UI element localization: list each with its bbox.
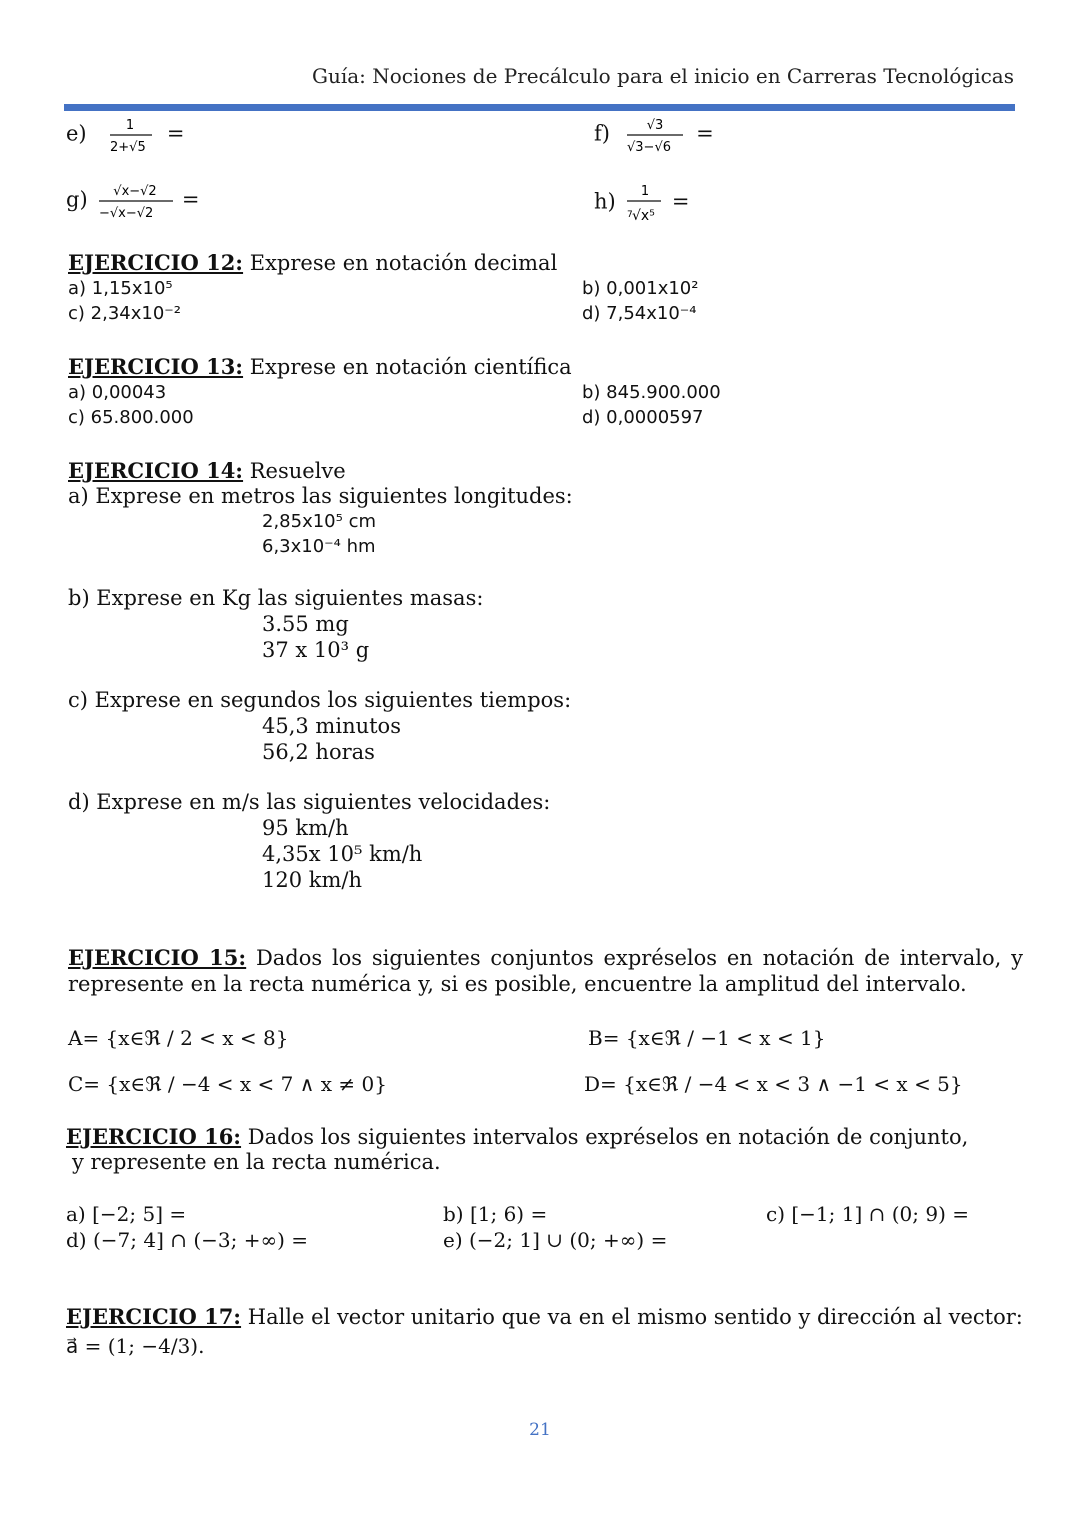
ejercicio-13-text: Exprese en notación científica	[249, 355, 572, 379]
ejercicio-14c-value-1: 45,3 minutos	[262, 714, 401, 738]
svg-text:−√x−√2: −√x−√2	[98, 206, 154, 221]
fraction-h-equals: =	[671, 189, 690, 214]
ejercicio-15-text: Dados los siguientes conjuntos expréselos en notación de intervalo, y represente en la recta numérica y, si es posible, encuentre la amplitud del intervalo.	[68, 946, 1023, 996]
ejercicio-12-item-a: a) 1,15x10⁵	[68, 278, 173, 299]
fraction-f-label: f)	[594, 121, 610, 146]
ejercicio-14d-value-1: 95 km/h	[262, 816, 349, 840]
fraction-e-graphic	[92, 114, 162, 158]
svg-text:7: 7	[626, 210, 633, 220]
ejercicio-14d-value-3: 120 km/h	[262, 868, 362, 892]
ejercicio-16-item-a: a) [−2; 5] =	[66, 1202, 187, 1226]
ejercicio-15-paragraph	[68, 945, 1023, 997]
fraction-f	[594, 114, 714, 158]
ejercicio-16-item-c: c) [−1; 1] ∩ (0; 9) =	[766, 1202, 970, 1226]
fraction-h-label: h)	[594, 189, 616, 214]
ejercicio-14a-value-1: 2,85x10⁵ cm	[262, 511, 377, 532]
ejercicio-16-item-d: d) (−7; 4] ∩ (−3; +∞) =	[66, 1228, 309, 1252]
fraction-g-graphic	[93, 180, 177, 224]
ejercicio-16-text: Dados los siguientes intervalos expréselos en notación de conjunto,	[247, 1125, 969, 1149]
ejercicio-16-text-2: y represente en la recta numérica.	[72, 1150, 441, 1174]
ejercicio-13-heading	[68, 354, 572, 379]
fraction-f-equals: =	[696, 121, 714, 146]
ejercicio-12-item-c: c) 2,34x10⁻²	[68, 303, 181, 324]
ejercicio-14c-value-2: 56,2 horas	[262, 740, 375, 764]
ejercicio-13-item-d: d) 0,0000597	[582, 407, 704, 428]
ejercicio-13-item-c: c) 65.800.000	[68, 407, 194, 428]
fraction-h	[594, 180, 690, 228]
ejercicio-12-item-b: b) 0,001x10²	[582, 278, 699, 299]
page-number: 21	[529, 1420, 551, 1440]
ejercicio-13-title: EJERCICIO 13:	[68, 354, 244, 379]
ejercicio-14-title: EJERCICIO 14:	[68, 458, 244, 483]
ejercicio-16-item-e: e) (−2; 1] ∪ (0; +∞) =	[443, 1228, 668, 1252]
ejercicio-14a-value-2: 6,3x10⁻⁴ hm	[262, 536, 376, 557]
ejercicio-15-set-c: C= {x∈ℜ / −4 < x < 7 ∧ x ≠ 0}	[68, 1072, 387, 1096]
ejercicio-14b-label: b) Exprese en Kg las siguientes masas:	[68, 586, 484, 610]
ejercicio-16-title: EJERCICIO 16:	[66, 1124, 242, 1149]
ejercicio-17-title: EJERCICIO 17:	[66, 1304, 242, 1329]
fraction-e-equals: =	[166, 121, 185, 146]
ejercicio-17-vector: a⃗ = (1; −4/3).	[66, 1334, 205, 1358]
ejercicio-13-item-a: a) 0,00043	[68, 382, 167, 403]
ejercicio-15-set-d: D= {x∈ℜ / −4 < x < 3 ∧ −1 < x < 5}	[584, 1072, 963, 1096]
ejercicio-14b-value-1: 3.55 mg	[262, 612, 349, 636]
svg-text:√x⁵: √x⁵	[631, 208, 655, 224]
ejercicio-12-title: EJERCICIO 12:	[68, 250, 244, 275]
ejercicio-14c-label: c) Exprese en segundos los siguientes tiempos:	[68, 688, 572, 712]
fraction-g-equals: =	[181, 187, 200, 212]
ejercicio-15-set-b: B= {x∈ℜ / −1 < x < 1}	[588, 1026, 826, 1050]
fraction-h-graphic	[621, 180, 667, 228]
svg-text:2+√5: 2+√5	[109, 140, 146, 155]
ejercicio-14-text: Resuelve	[249, 459, 346, 483]
svg-text:√3−√6: √3−√6	[627, 140, 672, 155]
ejercicio-14b-value-2: 37 x 10³ g	[262, 638, 370, 662]
page-header-title: Guía: Nociones de Precálculo para el inicio en Carreras Tecnológicas	[311, 64, 1014, 88]
fraction-e	[66, 114, 184, 158]
ejercicio-17-text: Halle el vector unitario que va en el mismo sentido y dirección al vector:	[247, 1305, 1023, 1329]
svg-text:1: 1	[125, 118, 134, 133]
ejercicio-17-heading	[66, 1304, 1023, 1329]
fraction-f-graphic	[615, 114, 691, 158]
ejercicio-14d-label: d) Exprese en m/s las siguientes velocidades:	[68, 790, 551, 814]
ejercicio-12-heading	[68, 250, 557, 275]
fraction-g	[66, 180, 199, 224]
ejercicio-16-item-b: b) [1; 6) =	[443, 1202, 548, 1226]
ejercicio-16-heading	[66, 1124, 968, 1149]
svg-text:√3: √3	[646, 118, 664, 133]
ejercicio-15-set-a: A= {x∈ℜ / 2 < x < 8}	[68, 1026, 289, 1050]
fraction-e-label: e)	[66, 121, 87, 146]
fraction-g-label: g)	[66, 187, 88, 212]
svg-text:√x−√2: √x−√2	[113, 184, 157, 199]
header-divider	[64, 104, 1015, 111]
ejercicio-14a-label: a) Exprese en metros las siguientes longitudes:	[68, 484, 573, 508]
ejercicio-13-item-b: b) 845.900.000	[582, 382, 721, 403]
ejercicio-15-title: EJERCICIO 15:	[68, 945, 247, 970]
ejercicio-14-heading	[68, 458, 346, 483]
ejercicio-14d-value-2: 4,35x 10⁵ km/h	[262, 842, 423, 866]
ejercicio-12-text: Exprese en notación decimal	[249, 251, 558, 275]
ejercicio-12-item-d: d) 7,54x10⁻⁴	[582, 303, 697, 324]
svg-text:1: 1	[640, 184, 649, 199]
